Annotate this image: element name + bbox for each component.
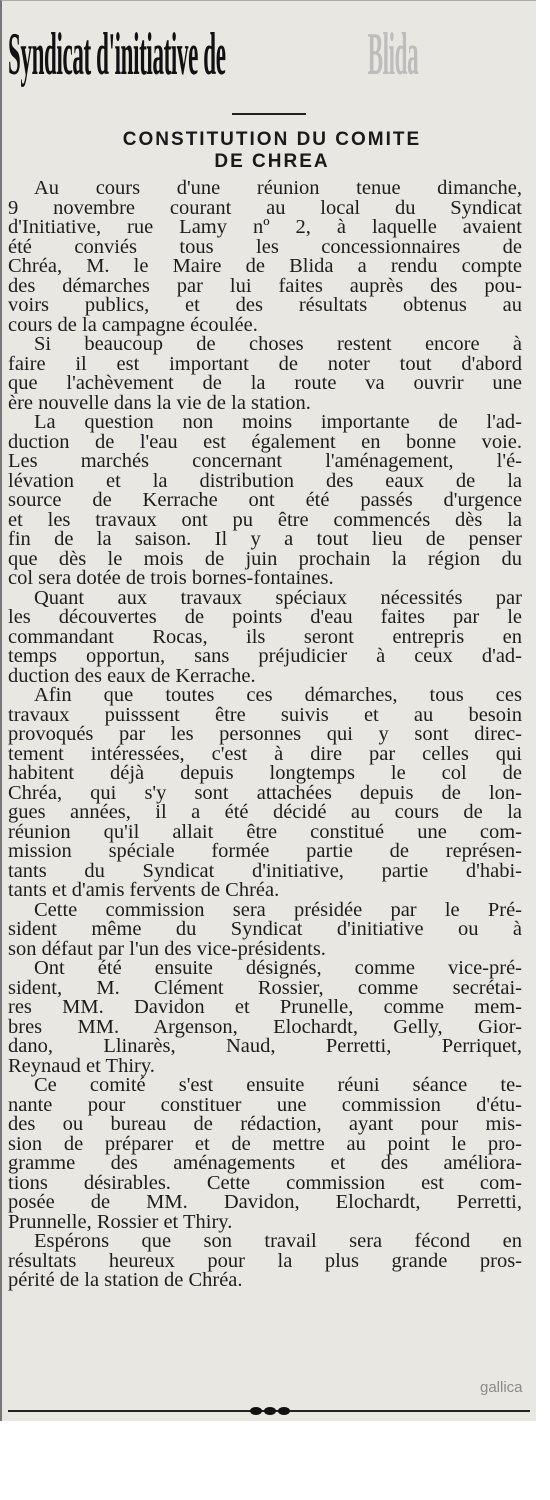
text-line: et les travaux ont pu être commencés dès la [8,508,522,531]
paragraph [8,1232,522,1291]
text-line: temps opportun, sans préjudicier à ceux d'ad- [8,645,522,667]
text-line: son défaut par l'un des vice-présidents. [8,937,326,960]
masthead-town: Blida [367,21,419,87]
text-line: Cette commission sera présidée par le Pré- [34,898,522,921]
text-line: des ou bureau de rédaction, ayant pour mis- [8,1113,522,1135]
article-body [8,179,522,1291]
text-line: sion de préparer et de mettre au point le pro- [8,1132,522,1155]
text-line: 9 novembre courant au local du Syndicat [8,196,522,219]
text-line: tions désirables. Cette commission est com- [8,1171,522,1194]
text-line: Ont été ensuite désignés, comme vice-pré- [34,957,522,979]
text-line: duction de l'eau est également en bonne voie. [8,430,522,453]
text-line: d'Initiative, rue Lamy nº 2, à laquelle avaient [8,216,522,238]
text-line: Chréa, qui s'y sont attachées depuis de lon- [8,781,522,804]
masthead-text: Syndicat d'initiative de [8,21,226,87]
paragraph [8,686,522,901]
text-line: voirs publics, et des résultats obtenus au [8,294,522,316]
text-line: tement intéressées, c'est à dire par celles qui [8,742,522,765]
text-line: res MM. Davidon et Prunelle, comme mem- [8,996,522,1018]
text-line: col sera dotée de trois bornes-fontaines. [8,567,334,589]
text-line: tants du Syndicat d'initiative, partie d'habi- [8,859,522,882]
paragraph [8,586,522,687]
text-line: travaux puisssent être suivis et au besoin [8,703,522,726]
text-line: tants et d'amis fervents de Chréa. [8,879,280,901]
text-line: gues années, il a été décidé au cours de la [8,801,522,823]
text-line: posée de MM. Davidon, Elochardt, Perretti, [8,1191,522,1213]
gallica-watermark: gallica [480,1379,523,1396]
text-line: faire il est important de noter tout d'abord [8,352,522,375]
text-line: Au cours d'une réunion tenue dimanche, [34,177,522,199]
text-line: duction des eaux de Kerrache. [8,664,256,687]
text-line: La question non moins importante de l'ad- [34,411,522,433]
text-line: mission spéciale formée partie de représen- [8,840,522,862]
text-line: dano, Llinarès, Naud, Perretti, Perriquet, [8,1035,522,1057]
paragraph [8,335,522,413]
text-line: des démarches par lui faites auprès des pou- [8,274,522,297]
heading-line-2: DE CHREA [214,151,330,172]
masthead-title [8,9,528,99]
text-line: sident, M. Clément Rossier, comme secrétai- [8,976,522,999]
text-line: Chréa, M. le Maire de Blida a rendu compte [8,255,522,277]
paragraph [8,898,522,960]
text-line: cours de la campagne écoulée. [8,313,258,336]
text-line: Prunnelle, Rossier et Thiry. [8,1210,233,1233]
text-line: nante pour constituer une commission d'étu- [8,1093,522,1116]
paragraph [8,179,522,335]
text-line: Si beaucoup de choses restent encore à [34,333,522,355]
bottom-ornament-rule [8,1405,530,1417]
paragraph [8,1076,522,1232]
text-line: gramme des aménagements et des améliora- [8,1152,522,1174]
text-line: que dès le mois de juin prochain la région du [8,547,522,570]
text-line: Ce comité s'est ensuite réuni séance te- [34,1074,522,1096]
text-line: commandant Rocas, ils seront entrepris en [8,625,522,648]
text-line: Les marchés concernant l'aménagement, l'é- [8,450,522,472]
text-line: que l'achèvement de la route va ouvrir une [8,372,522,394]
text-line: bres MM. Argenson, Elochardt, Gelly, Gior- [8,1015,522,1038]
heading-line-1: CONSTITUTION DU COMITE [122,129,422,150]
text-line: provoqués par les personnes qui y sont direc- [8,723,522,745]
text-line: Reynaud et Thiry. [8,1054,155,1077]
article-heading [42,129,502,173]
paragraph [8,413,522,589]
text-line: ère nouvelle dans la vie de la station. [8,391,311,414]
text-line: résultats heureux pour la plus grande pros- [8,1249,522,1272]
text-line: réunion qu'il allait être constitué une com- [8,820,522,843]
text-line: source de Kerrache ont été passés d'urgence [8,489,522,511]
text-line: habitent déjà depuis longtemps le col de [8,762,522,784]
text-line: Quant aux travaux spéciaux nécessités par [34,586,522,609]
text-line: Afin que toutes ces démarches, tous ces [34,684,522,706]
text-line: fin de la saison. Il y a tout lieu de penser [8,528,522,550]
text-line: périté de la station de Chréa. [8,1269,243,1291]
text-line: les découvertes de points d'eau faites par le [8,606,522,628]
text-line: sident même du Syndicat d'initiative ou à [8,918,522,940]
paragraph [8,959,522,1076]
text-line: Espérons que son travail sera fécond en [34,1230,522,1252]
text-line: lévation et la distribution des eaux de la [8,469,522,492]
text-line: été conviés tous les concessionnaires de [8,235,522,258]
title-divider [232,113,306,115]
